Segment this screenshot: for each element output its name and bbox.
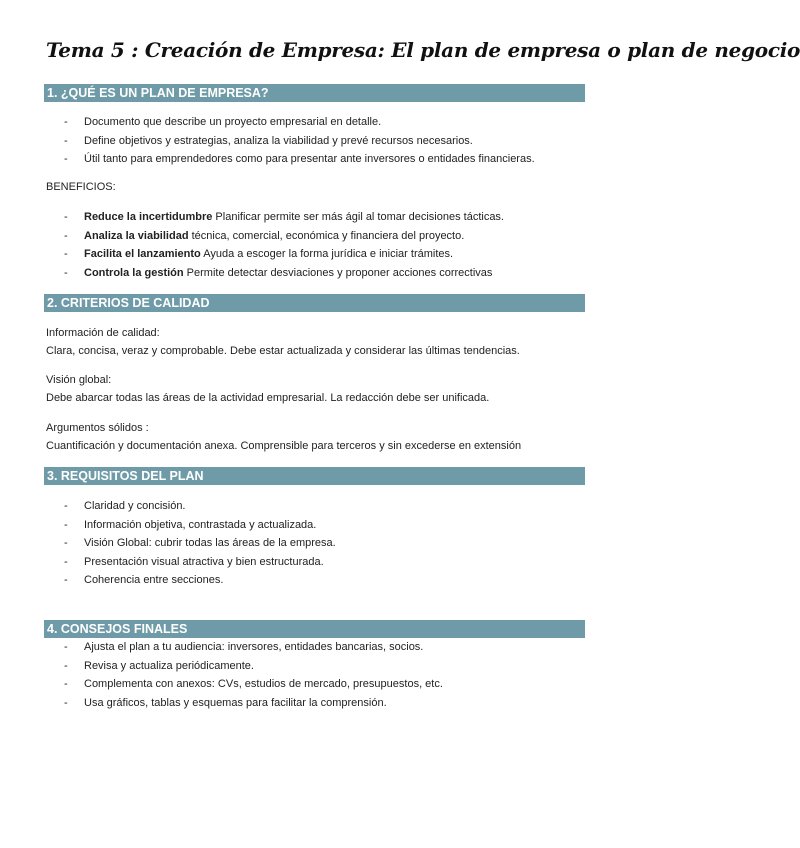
bullet-dash: -	[64, 116, 68, 128]
bullet-dash: -	[64, 229, 68, 242]
section-1-list	[64, 113, 535, 169]
criteria-text: Cuantificación y documentación anexa. Comprensible para terceros y sin excederse en extensión	[46, 440, 522, 452]
benefits-list	[64, 208, 504, 282]
bullet-dash: -	[64, 678, 68, 690]
bullet-dash: -	[64, 555, 68, 568]
list-item: - Claridad y concisión.	[64, 497, 336, 516]
bullet-dash: -	[64, 248, 68, 260]
bullet-dash: -	[64, 659, 68, 672]
section-heading-2: 2. CRITERIOS DE CALIDAD	[44, 294, 585, 312]
list-item: - Revisa y actualiza periódicamente.	[64, 657, 443, 676]
criteria-text: Clara, concisa, veraz y comprobable. Debe estar actualizada y considerar las últimas tendencias.	[46, 345, 520, 357]
list-item: - Usa gráficos, tablas y esquemas para facilitar la comprensión.	[64, 694, 443, 713]
benefits-label: BENEFICIOS:	[46, 181, 116, 193]
list-item: - Información objetiva, contrastada y actualizada.	[64, 516, 336, 535]
bullet-dash: -	[64, 266, 68, 279]
list-item: - Facilita el lanzamiento Ayuda a escoger la forma jurídica e iniciar trámites.	[64, 245, 504, 264]
page-title: Tema 5 : Creación de Empresa: El plan de empresa o plan de negocio	[46, 38, 800, 62]
section-3-list	[64, 497, 336, 590]
bullet-dash: -	[64, 537, 68, 549]
list-item: - Controla la gestión Permite detectar desviaciones y proponer acciones correctivas	[64, 264, 504, 283]
bullet-dash: -	[64, 153, 68, 165]
list-item: - Presentación visual atractiva y bien estructurada.	[64, 553, 336, 572]
list-item: - Reduce la incertidumbre Planificar permite ser más ágil al tomar decisiones tácticas.	[64, 208, 504, 227]
criteria-label: Información de calidad:	[46, 327, 160, 339]
bullet-dash: -	[64, 134, 68, 147]
criteria-label: Visión global:	[46, 374, 112, 386]
list-item: - Útil tanto para emprendedores como para presentar ante inversores o entidades financieras.	[64, 150, 535, 169]
bullet-dash: -	[64, 696, 68, 709]
list-item: - Analiza la viabilidad técnica, comercial, económica y financiera del proyecto.	[64, 227, 504, 246]
list-item: - Coherencia entre secciones.	[64, 571, 336, 590]
list-item: - Complementa con anexos: CVs, estudios de mercado, presupuestos, etc.	[64, 675, 443, 694]
bullet-dash: -	[64, 518, 68, 531]
criteria-label: Argumentos sólidos :	[46, 422, 149, 434]
section-heading-1: 1. ¿QUÉ ES UN PLAN DE EMPRESA?	[44, 84, 585, 102]
section-heading-3: 3. REQUISITOS DEL PLAN	[44, 467, 585, 485]
section-heading-4: 4. CONSEJOS FINALES	[44, 620, 585, 638]
list-item: - Ajusta el plan a tu audiencia: inversores, entidades bancarias, socios.	[64, 638, 443, 657]
bullet-dash: -	[64, 641, 68, 653]
bullet-dash: -	[64, 574, 68, 586]
criteria-text: Debe abarcar todas las áreas de la actividad empresarial. La redacción debe ser unificada.	[46, 392, 490, 404]
section-4-list	[64, 638, 443, 712]
bullet-dash: -	[64, 500, 68, 512]
bullet-dash: -	[64, 211, 68, 223]
list-item: - Visión Global: cubrir todas las áreas de la empresa.	[64, 534, 336, 553]
list-item: - Documento que describe un proyecto empresarial en detalle.	[64, 113, 535, 132]
list-item: - Define objetivos y estrategias, analiza la viabilidad y prevé recursos necesarios.	[64, 132, 535, 151]
